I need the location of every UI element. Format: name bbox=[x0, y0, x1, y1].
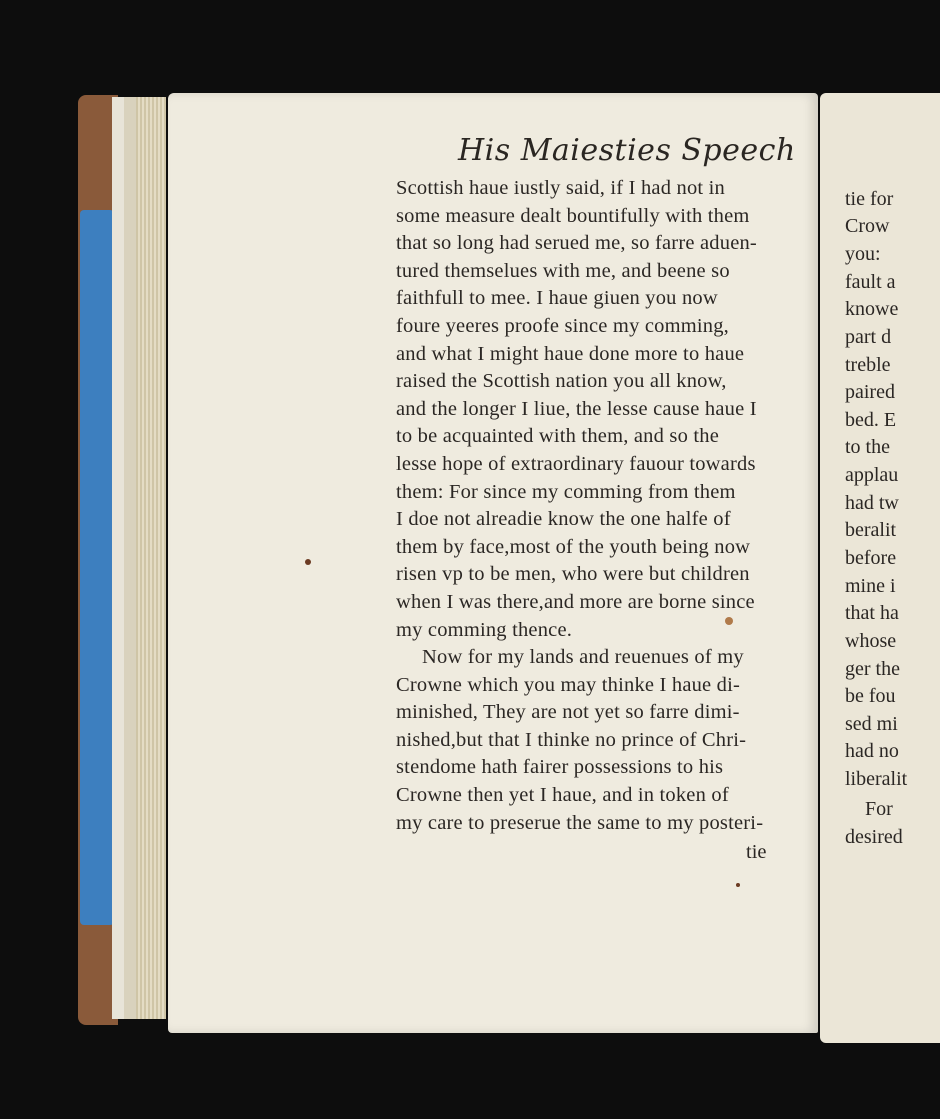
text-line: risen vp to be men, who were but children bbox=[396, 563, 750, 586]
facing-text-line: fault a bbox=[845, 271, 896, 293]
facing-text-line: applau bbox=[845, 464, 899, 486]
catchword: tie bbox=[746, 841, 767, 863]
running-title: His Maiesties Speech bbox=[458, 133, 796, 168]
text-line: Crowne which you may thinke I haue di- bbox=[396, 673, 741, 696]
facing-text-line: sed mi bbox=[845, 713, 898, 735]
text-line: faithfull to mee. I haue giuen you now bbox=[396, 287, 718, 310]
facing-text-line: knowe bbox=[845, 298, 899, 320]
facing-text-line: whose bbox=[845, 630, 897, 652]
text-line: nished,but that I thinke no prince of Chri- bbox=[396, 728, 747, 751]
facing-text-line: tie for bbox=[845, 188, 894, 210]
facing-text-line: had tw bbox=[845, 492, 899, 514]
text-line: Now for my lands and reuenues of my bbox=[422, 646, 744, 669]
text-line: my care to preserue the same to my posteri- bbox=[396, 811, 764, 834]
ink-speck bbox=[736, 883, 740, 887]
text-line: lesse hope of extraordinary fauour towards bbox=[396, 452, 756, 475]
ink-speck bbox=[305, 559, 311, 565]
text-line: my comming thence. bbox=[396, 618, 573, 641]
left-page bbox=[168, 93, 818, 1033]
text-line: Crowne then yet I haue, and in token of bbox=[396, 784, 729, 807]
facing-text-line: you: bbox=[845, 243, 881, 265]
facing-text-line: before bbox=[845, 547, 897, 569]
text-line: some measure dealt bountifully with them bbox=[396, 204, 750, 227]
facing-text-line: beralit bbox=[845, 519, 897, 541]
text-line: I doe not alreadie know the one halfe of bbox=[396, 508, 731, 531]
facing-text-line: bed. E bbox=[845, 409, 897, 431]
text-line: that so long had serued me, so farre aduen- bbox=[396, 232, 757, 255]
text-line: and the longer I liue, the lesse cause haue I bbox=[396, 397, 757, 420]
page-edges-stack bbox=[136, 97, 166, 1019]
text-line: them by face,most of the youth being now bbox=[396, 535, 751, 558]
text-line: and what I might haue done more to haue bbox=[396, 342, 745, 365]
facing-text-line: ger the bbox=[845, 658, 900, 680]
facing-text-line: desired bbox=[845, 826, 903, 848]
facing-text-line: be fou bbox=[845, 685, 896, 707]
facing-text-line: treble bbox=[845, 354, 891, 376]
facing-text-line: part d bbox=[845, 326, 892, 348]
facing-text-line: Crow bbox=[845, 215, 890, 237]
text-line: foure yeeres proofe since my comming, bbox=[396, 314, 730, 337]
blue-cover-lining bbox=[80, 210, 114, 925]
text-line: Scottish haue iustly said, if I had not in bbox=[396, 177, 725, 199]
foxing-spot bbox=[725, 617, 733, 625]
text-line: stendome hath fairer possessions to his bbox=[396, 756, 724, 779]
text-line: tured themselues with me, and beene so bbox=[396, 259, 730, 282]
facing-text-line: to the bbox=[845, 436, 890, 458]
page-text-block bbox=[396, 175, 776, 837]
facing-text-line: paired bbox=[845, 381, 895, 403]
facing-text-line: had no bbox=[845, 740, 899, 762]
facing-text-line: mine i bbox=[845, 575, 896, 597]
facing-text-line: liberalit bbox=[845, 768, 908, 790]
facing-text-line: that ha bbox=[845, 602, 899, 624]
facing-page bbox=[820, 93, 940, 1043]
text-line: raised the Scottish nation you all know, bbox=[396, 370, 727, 393]
text-line: when I was there,and more are borne since bbox=[396, 590, 755, 613]
text-line: minished, They are not yet so farre dimi- bbox=[396, 701, 740, 724]
text-line: them: For since my comming from them bbox=[396, 480, 736, 503]
facing-text-line: For bbox=[865, 798, 893, 820]
text-line: to be acquainted with them, and so the bbox=[396, 425, 719, 448]
